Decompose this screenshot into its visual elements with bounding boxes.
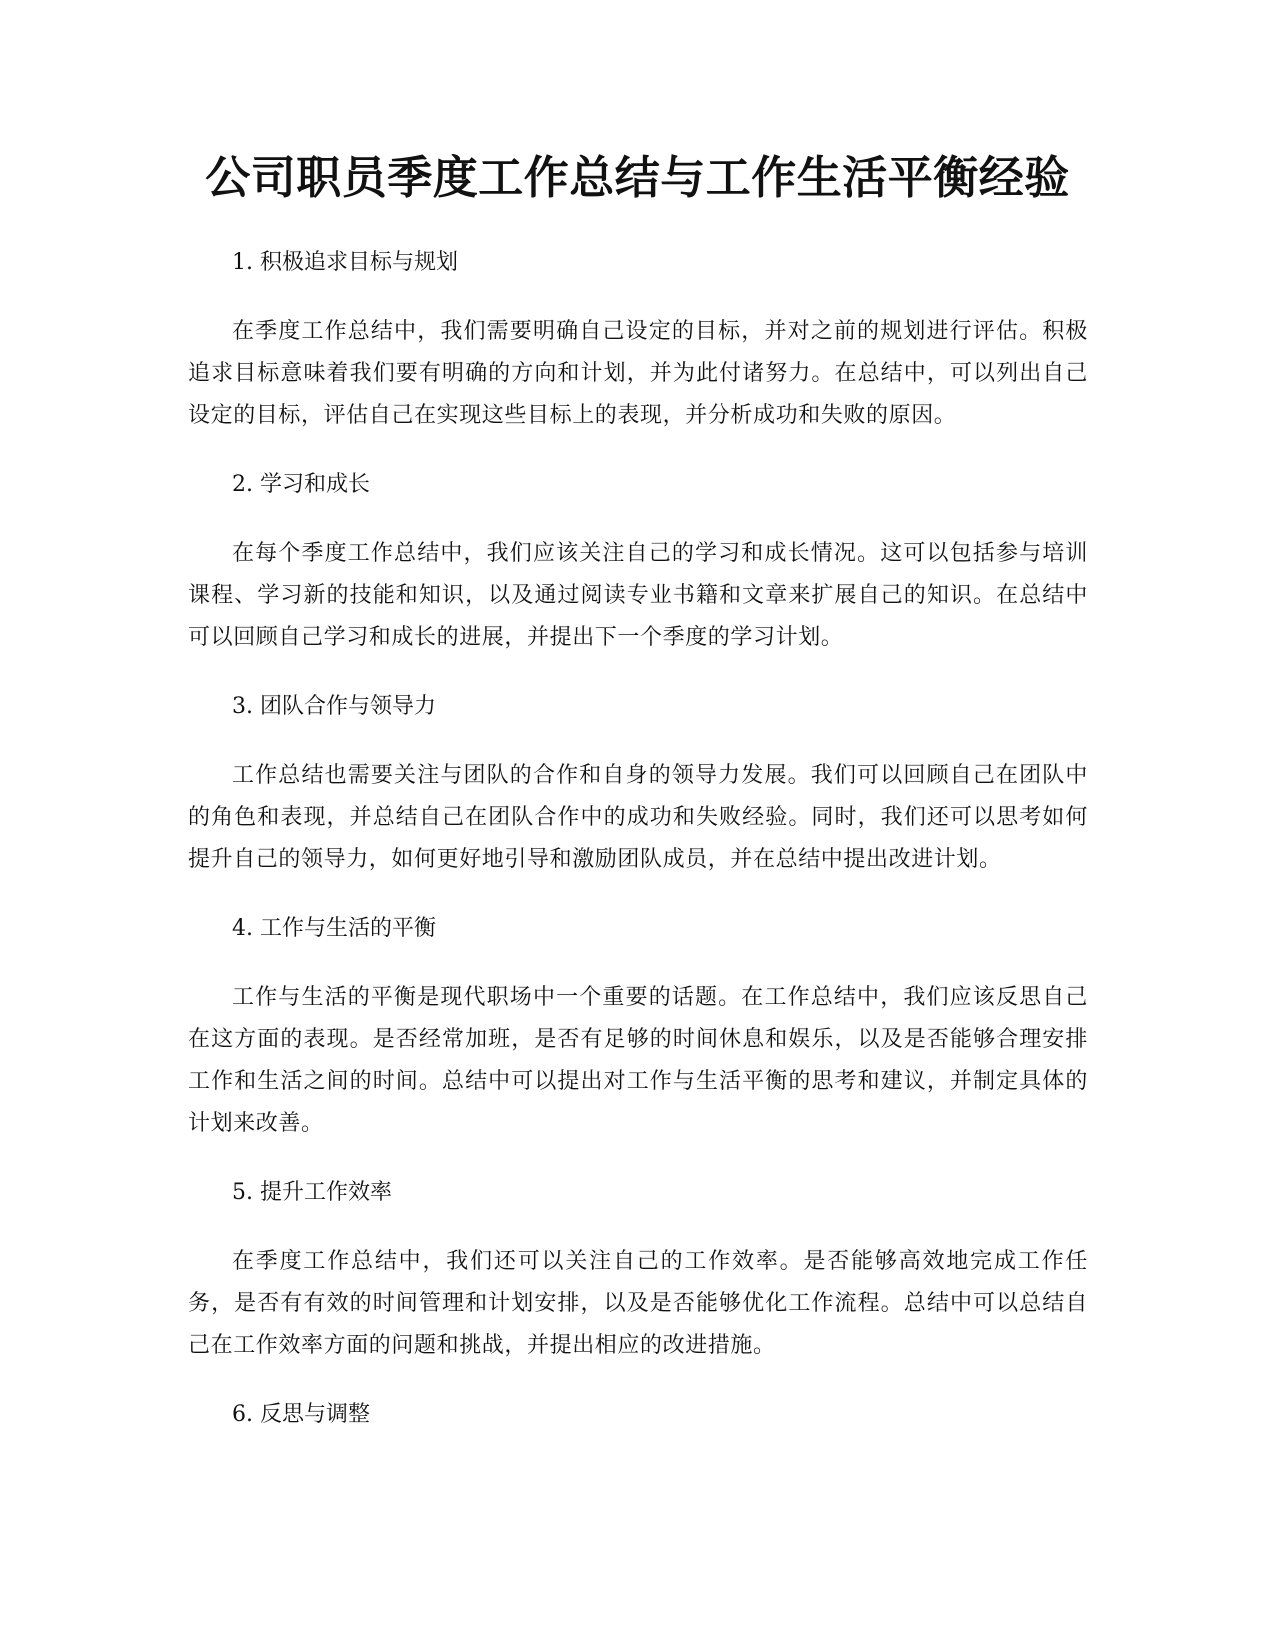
section-heading: 4. 工作与生活的平衡 — [232, 916, 436, 941]
section-heading: 6. 反思与调整 — [232, 1402, 370, 1427]
section-heading: 3. 团队合作与领导力 — [232, 694, 436, 719]
section-paragraph: 工作与生活的平衡是现代职场中一个重要的话题。在工作总结中，我们应该反思自己在这方面的表现。是否经常加班，是否有足够的时间休息和娱乐，以及是否能够合理安排工作和生活之间的时间。总结中可以提出对工作与生活平衡的思考和建议，并制定具体的计划来改善。 — [188, 985, 1088, 1136]
section-heading: 2. 学习和成长 — [232, 472, 370, 497]
document-title: 公司职员季度工作总结与工作生活平衡经验 — [205, 151, 1070, 204]
section-heading: 1. 积极追求目标与规划 — [232, 250, 458, 275]
section-paragraph: 在季度工作总结中，我们还可以关注自己的工作效率。是否能够高效地完成工作任务，是否有有效的时间管理和计划安排，以及是否能够优化工作流程。总结中可以总结自己在工作效率方面的问题和挑战，并提出相应的改进措施。 — [188, 1249, 1088, 1358]
section-paragraph: 在每个季度工作总结中，我们应该关注自己的学习和成长情况。这可以包括参与培训课程、学习新的技能和知识，以及通过阅读专业书籍和文章来扩展自己的知识。在总结中可以回顾自己学习和成长的进展，并提出下一个季度的学习计划。 — [188, 541, 1088, 650]
section-heading: 5. 提升工作效率 — [232, 1180, 392, 1205]
section-paragraph: 在季度工作总结中，我们需要明确自己设定的目标，并对之前的规划进行评估。积极追求目标意味着我们要有明确的方向和计划，并为此付诸努力。在总结中，可以列出自己设定的目标，评估自己在实现这些目标上的表现，并分析成功和失败的原因。 — [188, 319, 1088, 428]
document-body — [188, 246, 1088, 1463]
section-paragraph: 工作总结也需要关注与团队的合作和自身的领导力发展。我们可以回顾自己在团队中的角色和表现，并总结自己在团队合作中的成功和失败经验。同时，我们还可以思考如何提升自己的领导力，如何更好地引导和激励团队成员，并在总结中提出改进计划。 — [188, 763, 1088, 872]
